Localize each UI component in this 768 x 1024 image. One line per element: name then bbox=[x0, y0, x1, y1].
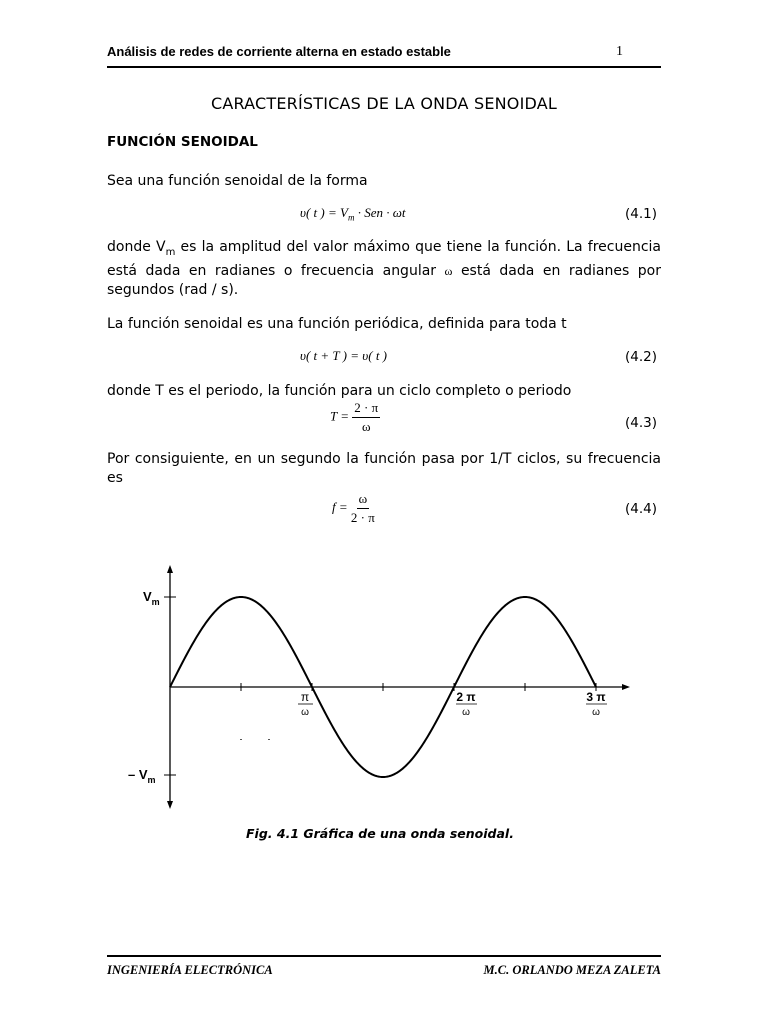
footer-right: M.C. ORLANDO MEZA ZALETA bbox=[483, 963, 661, 977]
equation-4-3-lhs: T = bbox=[330, 408, 350, 424]
x-axis-arrow bbox=[622, 684, 630, 690]
omega-symbol: ω bbox=[444, 263, 453, 278]
paragraph-period: donde T es el periodo, la función para un ciclo completo o periodo bbox=[107, 383, 572, 399]
running-header-title: Análisis de redes de corriente alterna en estado estable bbox=[107, 44, 451, 59]
section-heading: FUNCIÓN SENOIDAL bbox=[107, 134, 258, 150]
equation-4-4-denominator: 2 · π bbox=[350, 510, 375, 525]
document-title: CARACTERÍSTICAS DE LA ONDA SENOIDAL bbox=[210, 94, 558, 113]
svg-text:3 π: 3 π bbox=[586, 690, 606, 704]
equation-4-2-number: (4.2) bbox=[625, 349, 658, 365]
paragraph-amplitude-a: donde V bbox=[107, 239, 166, 255]
paragraph-amplitude-c: está dada en radianes por segundos (rad / s). bbox=[107, 262, 661, 298]
x-tick-label-pi bbox=[298, 690, 313, 718]
svg-text:ω: ω bbox=[301, 707, 309, 718]
y-label-neg-vm: – $V_m$ bbox=[128, 767, 156, 785]
x-tick-label-2pi bbox=[456, 690, 477, 718]
equation-4-1-sub: m bbox=[347, 212, 355, 223]
svg-text:2 π: 2 π bbox=[456, 690, 476, 704]
paragraph-frequency: Por consiguiente, en un segundo la función pasa por 1/T ciclos, su frecuencia es bbox=[107, 451, 661, 486]
equation-4-3-denominator: ω bbox=[361, 419, 371, 434]
y-axis-arrow-up bbox=[167, 565, 173, 573]
y-axis-arrow-down bbox=[167, 801, 173, 809]
svg-text:π: π bbox=[300, 690, 310, 704]
equation-4-3-number: (4.3) bbox=[625, 415, 658, 431]
paragraph-amplitude-b: es la amplitud del valor máximo que tiene la función. La frecuencia está dada en radianes o frecuencia angular bbox=[107, 239, 661, 279]
equation-4-1-lhs: υ( t ) = V bbox=[300, 205, 348, 220]
scan-speck bbox=[268, 739, 270, 740]
equation-4-4-number: (4.4) bbox=[625, 501, 658, 517]
paragraph-periodic: La función senoidal es una función periódica, definida para toda t bbox=[107, 316, 567, 332]
equation-4-1-number: (4.1) bbox=[625, 206, 658, 222]
scan-speck bbox=[240, 739, 242, 740]
equation-4-4-numerator: ω bbox=[357, 491, 370, 509]
footer-left: INGENIERÍA ELECTRÓNICA bbox=[107, 963, 273, 977]
equation-4-3-numerator: 2 · π bbox=[352, 400, 380, 418]
paragraph-intro: Sea una función senoidal de la forma bbox=[107, 173, 368, 189]
footer-rule bbox=[107, 955, 661, 957]
equation-4-4-lhs: f = bbox=[332, 499, 348, 515]
page-number: 1 bbox=[616, 44, 623, 59]
svg-text:ω: ω bbox=[462, 707, 470, 718]
figure-caption: Fig. 4.1 Gráfica de una onda senoidal. bbox=[246, 826, 514, 841]
equation-4-1-rhs: · Sen · ωt bbox=[354, 205, 406, 220]
x-tick-label-3pi bbox=[586, 690, 607, 718]
y-label-vm: $V_m$ bbox=[143, 589, 160, 607]
paragraph-amplitude-sub: m bbox=[165, 246, 176, 258]
svg-text:ω: ω bbox=[592, 707, 600, 718]
equation-4-2: υ( t + T ) = υ( t ) bbox=[300, 348, 388, 363]
